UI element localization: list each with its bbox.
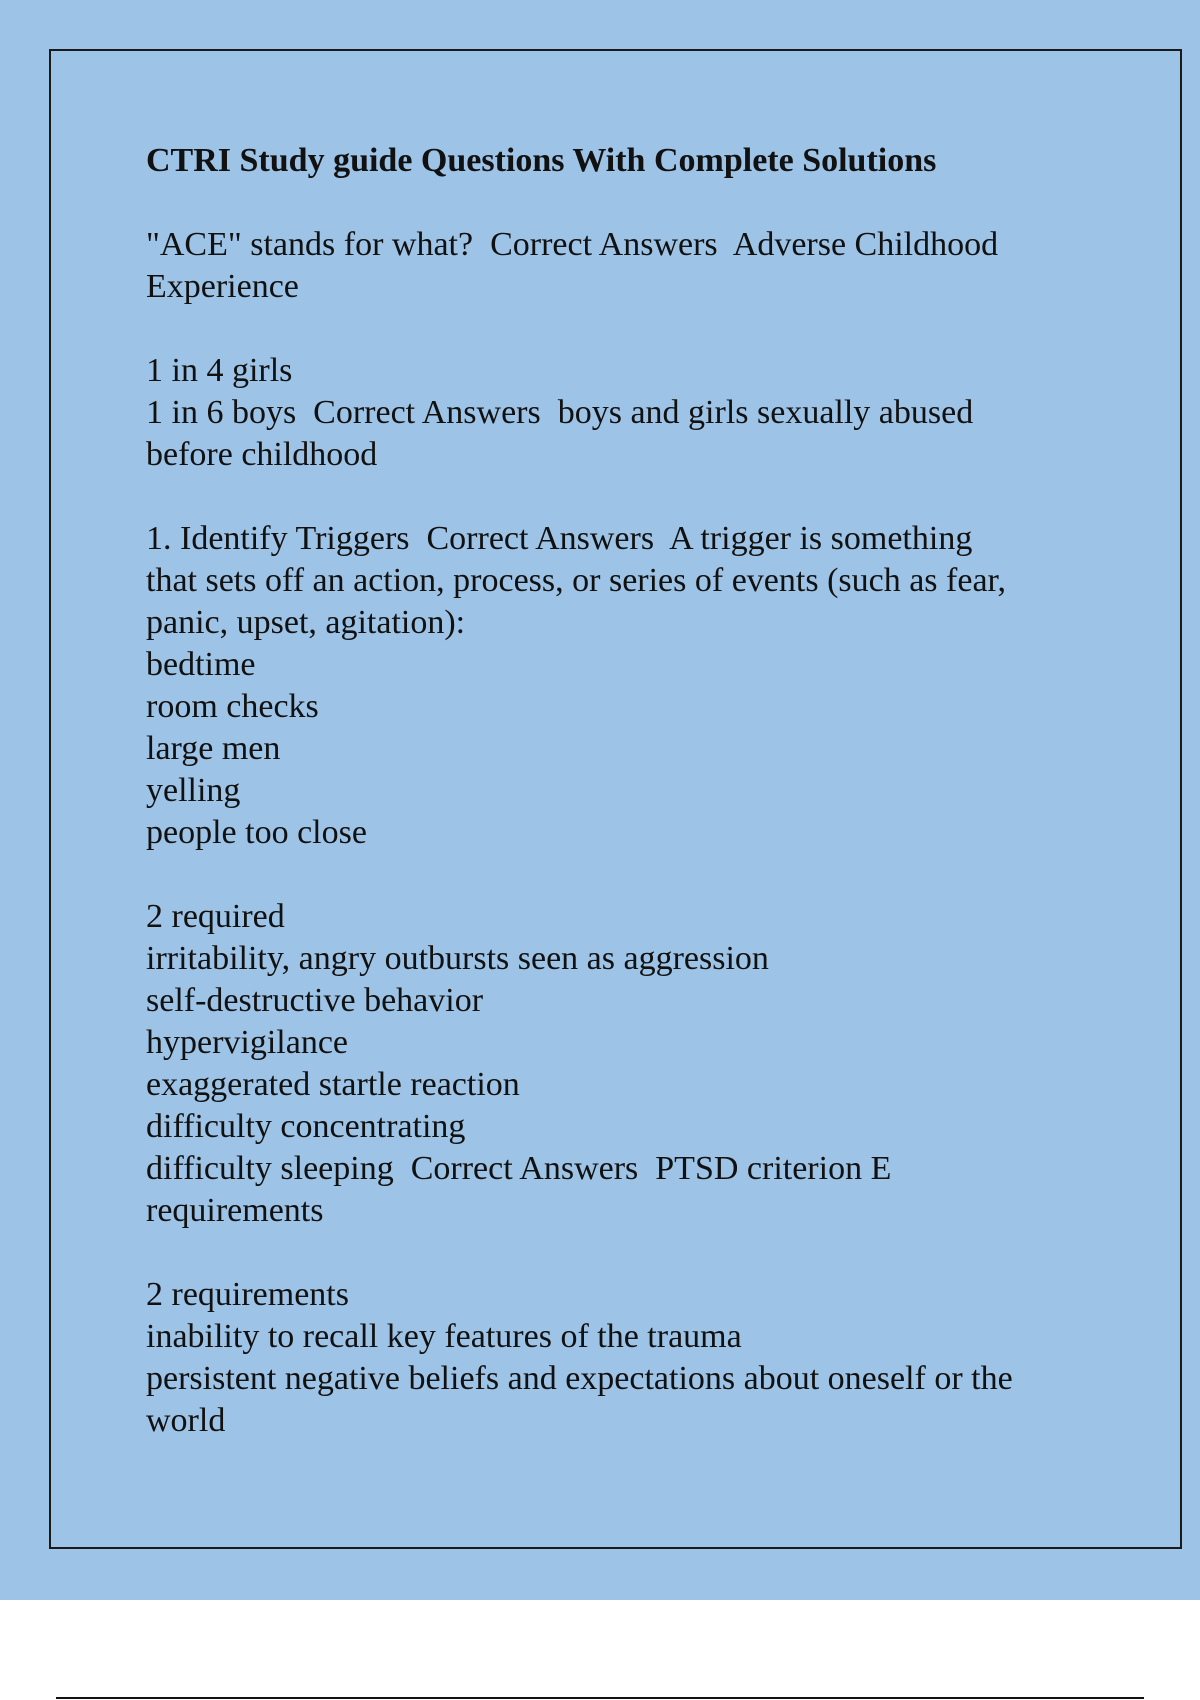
list-item: yelling: [146, 772, 241, 809]
list-item: inability to recall key features of the trauma: [146, 1318, 742, 1355]
text-line: requirements: [146, 1192, 324, 1229]
list-item: world: [146, 1402, 226, 1439]
text-line: before childhood: [146, 436, 378, 473]
text-line: panic, upset, agitation):: [146, 604, 466, 641]
text-line: 2 requirements: [146, 1276, 349, 1313]
qa-block-ace: [146, 224, 1106, 308]
list-item: bedtime: [146, 646, 256, 683]
text-line: 1 in 4 girls: [146, 352, 293, 389]
text-line: "ACE" stands for what? Correct Answers Adverse Childhood: [146, 226, 999, 263]
text-line: 1 in 6 boys Correct Answers boys and girls sexually abused: [146, 394, 974, 431]
list-item: people too close: [146, 814, 367, 851]
list-item: room checks: [146, 688, 319, 725]
list-item: hypervigilance: [146, 1024, 349, 1061]
document-body: [146, 140, 1106, 1484]
qa-block-triggers: [146, 518, 1106, 854]
list-item: persistent negative beliefs and expectations about oneself or the: [146, 1360, 1013, 1397]
list-item: irritability, angry outbursts seen as aggression: [146, 940, 769, 977]
text-line: Experience: [146, 268, 299, 305]
list-item: difficulty concentrating: [146, 1108, 466, 1145]
text-line: that sets off an action, process, or series of events (such as fear,: [146, 562, 1006, 599]
document-title: CTRI Study guide Questions With Complete Solutions: [146, 142, 937, 179]
list-item: self-destructive behavior: [146, 982, 484, 1019]
list-item: exaggerated startle reaction: [146, 1066, 520, 1103]
qa-block-abuse-stats: [146, 350, 1106, 476]
text-line: 2 required: [146, 898, 285, 935]
text-line: difficulty sleeping Correct Answers PTSD criterion E: [146, 1150, 892, 1187]
footer-divider: [56, 1697, 1144, 1699]
list-item: large men: [146, 730, 281, 767]
qa-block-requirements: [146, 1274, 1106, 1442]
text-line: 1. Identify Triggers Correct Answers A trigger is something: [146, 520, 973, 557]
qa-block-ptsd-criterion-e: [146, 896, 1106, 1232]
